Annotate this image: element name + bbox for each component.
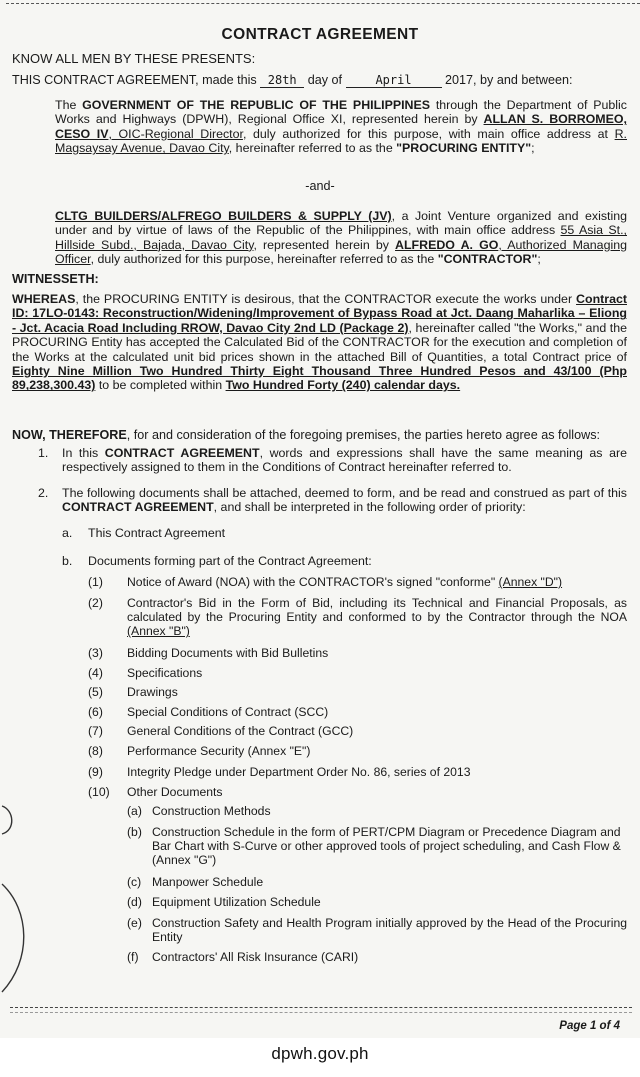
margin-pen-mark <box>0 800 22 840</box>
source-caption: dpwh.gov.ph <box>271 1044 369 1063</box>
other-doc-text: Contractors' All Risk Insurance (CARI) <box>152 950 359 964</box>
text-run: through the Department of Public Works and Highways (DPWH), Regional Office XI, represented herein by <box>55 98 628 127</box>
item-number: 1. <box>38 446 49 460</box>
text-run: ; <box>531 141 535 156</box>
whereas-lead: WHEREAS <box>12 292 76 306</box>
sub-item-text: This Contract Agreement <box>88 526 226 540</box>
date-day: 28th <box>260 73 304 88</box>
doc-text: Other Documents <box>127 785 223 799</box>
doc-number: (7) <box>88 724 103 738</box>
item-1-text <box>62 446 627 475</box>
now-therefore-paragraph <box>12 428 632 442</box>
other-doc-text: Construction Schedule in the form of PERT/CPM Diagram or Precedence Diagram and Bar Chart with S-Curve or other approved tools of project scheduling, and Cash Flow & (Annex "G") <box>152 825 621 868</box>
text-run: Contractor's Bid in the Form of Bid, including its Technical and Financial Proposals, as calculated by the Procuring Entity and conformed to by the Contractor through the NOA <box>127 596 627 625</box>
contract-price: Eighty Nine Million Two Hundred Thirty Eight Thousand Three Hundred Pesos and 43/100 (Php 89,238,300.43) <box>12 364 627 393</box>
item-2-text <box>62 486 627 515</box>
date-month: April <box>346 73 442 88</box>
contract-id: Contract ID: 17LO-0143: Reconstruction/Widening/Improvement of Bypass Road at Jct. Daang Maharlika – Eliong - Jct. Acacia Road Including RROW, Davao City 2nd LD (Package 2) <box>12 292 627 335</box>
text-run: In this <box>62 446 105 460</box>
contractor-name: CLTG BUILDERS/ALFREGO BUILDERS & SUPPLY (JV) <box>55 209 392 223</box>
whereas-paragraph <box>12 292 627 393</box>
other-doc-text: Construction Safety and Health Program initially approved by the Head of the Procuring Entity <box>152 916 627 945</box>
other-doc-text: Equipment Utilization Schedule <box>152 895 321 909</box>
party-role: "CONTRACTOR" <box>437 252 538 267</box>
document-title: CONTRACT AGREEMENT <box>221 26 419 43</box>
text-run: , duly authorized for this purpose, hereinafter referred to as the <box>90 252 438 267</box>
text-run: , a Joint Venture organized and existing under and by virtue of laws of the Republic of the Philippines, with main office address <box>55 209 627 238</box>
doc-text: Drawings <box>127 685 178 699</box>
doc-number: (5) <box>88 685 103 699</box>
other-doc-text: Manpower Schedule <box>152 875 264 889</box>
doc-text: Bidding Documents with Bid Bulletins <box>127 646 329 660</box>
text-run: , the PROCURING ENTITY is desirous, that the CONTRACTOR execute the works under <box>75 292 577 306</box>
doc-number: (10) <box>88 785 110 799</box>
representative-title: , OIC-Regional Director <box>108 126 243 141</box>
witnesseth-heading: WITNESSETH: <box>12 272 99 286</box>
contractor-rep-title: , Authorized Managing Officer <box>55 237 627 267</box>
now-therefore-lead: NOW, THEREFORE <box>12 428 127 442</box>
sub-item-text: Documents forming part of the Contract Agreement: <box>88 554 372 568</box>
doc-text: Performance Security (Annex "E") <box>127 744 311 758</box>
sub-item-label: b. <box>62 554 73 568</box>
office-address: R. Magsaysay Avenue, Davao City <box>55 126 628 156</box>
and-separator: -and- <box>305 179 335 193</box>
margin-pen-mark <box>0 880 36 1000</box>
bottom-divider <box>10 1007 632 1008</box>
procuring-entity-paragraph <box>55 98 627 156</box>
party-role: "PROCURING ENTITY" <box>396 141 532 156</box>
doc-number: (3) <box>88 646 103 660</box>
other-doc-label: (c) <box>127 875 142 889</box>
text-run: The <box>55 98 83 112</box>
other-doc-label: (b) <box>127 825 142 839</box>
other-doc-label: (e) <box>127 916 142 930</box>
representative-name: ALLAN S. BORROMEO, CESO IV <box>55 112 627 141</box>
doc-number: (2) <box>88 596 103 610</box>
annex-ref: (Annex "D") <box>498 575 563 589</box>
item-number: 2. <box>38 486 49 500</box>
page-number: Page 1 of 4 <box>559 1020 620 1032</box>
date-line-suffix: 2017, by and between: <box>445 73 573 87</box>
doc-number: (1) <box>88 575 103 589</box>
text-run: , for and consideration of the foregoing premises, the parties hereto agree as follows: <box>126 428 600 442</box>
bold-term: CONTRACT AGREEMENT <box>62 500 214 515</box>
doc-text: Special Conditions of Contract (SCC) <box>127 705 329 719</box>
text-run: , duly authorized for this purpose, with main office address at <box>242 126 615 141</box>
contractor-representative: ALFREDO A. GO <box>395 237 499 252</box>
text-run: Notice of Award (NOA) with the CONTRACTOR's signed "conforme" <box>127 575 499 589</box>
date-line-mid: day of <box>307 73 343 87</box>
bold-term: CONTRACT AGREEMENT <box>104 446 260 460</box>
text-run: to be completed within <box>95 378 226 393</box>
doc-text: General Conditions of the Contract (GCC) <box>127 724 354 738</box>
other-doc-label: (d) <box>127 895 142 909</box>
text-run: , hereinafter called "the Works," and the PROCURING Entity has accepted the Calculated Bid of the CONTRACTOR for the execution and completion of the Works at the calculated unit bid prices shown in the attached Bill of Quantities, a total Contract price of <box>12 320 627 364</box>
sub-item-label: a. <box>62 526 73 540</box>
doc-text: Specifications <box>127 666 203 680</box>
other-doc-label: (f) <box>127 950 139 964</box>
bottom-divider <box>10 1012 632 1013</box>
text-run: , represented herein by <box>253 237 396 252</box>
text-run: ; <box>537 252 541 267</box>
doc-text <box>127 575 627 589</box>
text-run: The following documents shall be attached, deemed to form, and be read and construed as part of this <box>62 486 627 500</box>
doc-text: Integrity Pledge under Department Order No. 86, series of 2013 <box>127 765 471 779</box>
agreement-date-line <box>12 73 572 88</box>
text-run: , hereinafter referred to as the <box>228 141 397 156</box>
government-name: GOVERNMENT OF THE REPUBLIC OF THE PHILIPPINES <box>82 98 431 112</box>
date-line-prefix: THIS CONTRACT AGREEMENT, made this <box>12 73 257 87</box>
text-run: , and shall be interpreted in the following order of priority: <box>213 500 526 515</box>
annex-ref: (Annex "B") <box>127 624 190 639</box>
doc-number: (9) <box>88 765 103 779</box>
other-doc-text: Construction Methods <box>152 804 271 818</box>
doc-number: (6) <box>88 705 103 719</box>
know-all-heading: KNOW ALL MEN BY THESE PRESENTS: <box>12 51 256 66</box>
doc-text <box>127 596 627 639</box>
other-doc-label: (a) <box>127 804 142 818</box>
contractor-paragraph <box>55 209 627 267</box>
contract-duration: Two Hundred Forty (240) calendar days. <box>225 378 461 393</box>
contractor-address: 55 Asia St., Hillside Subd., Bajada, Davao City <box>55 223 627 252</box>
doc-number: (4) <box>88 666 103 680</box>
top-divider <box>6 3 640 4</box>
text-run: , words and expressions shall have the same meaning as are respectively assigned to them in the Conditions of Contract hereinafter referred to. <box>62 446 627 475</box>
doc-number: (8) <box>88 744 103 758</box>
